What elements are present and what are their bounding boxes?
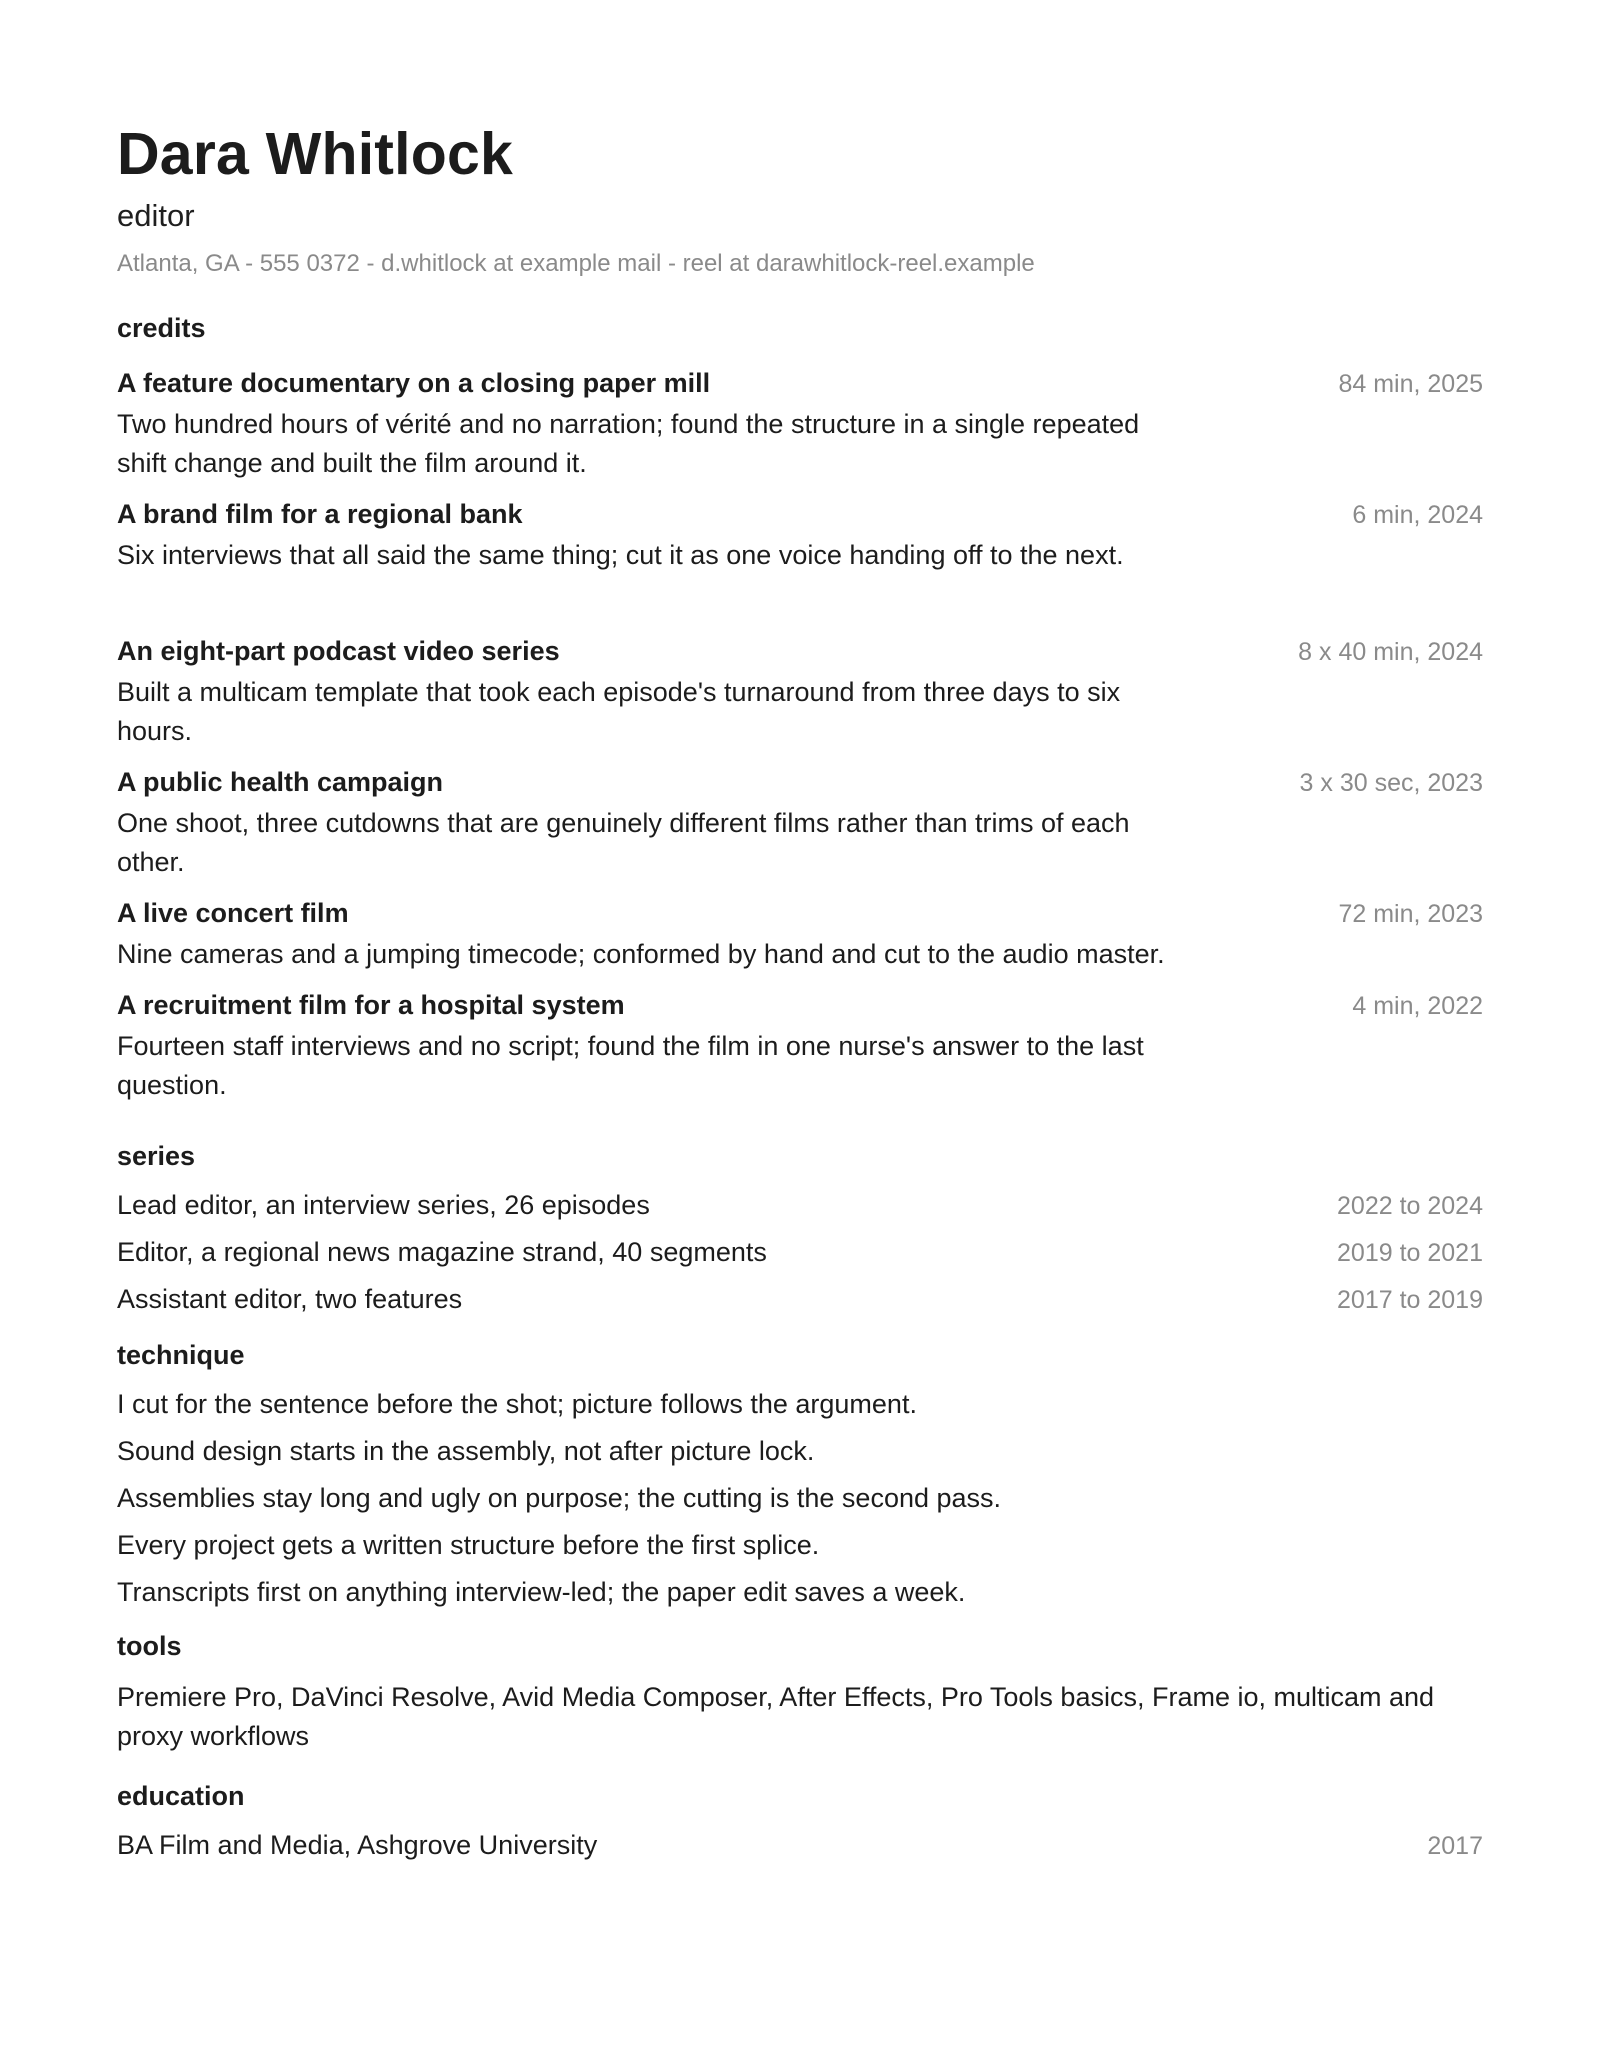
section-heading-series: series <box>117 1141 196 1171</box>
credit-item <box>117 986 1483 1105</box>
credit-title: A recruitment film for a hospital system <box>117 990 625 1020</box>
credit-item <box>117 894 1483 974</box>
section-heading-tools: tools <box>117 1631 182 1661</box>
credit-title: A feature documentary on a closing paper mill <box>117 368 711 398</box>
credit-description: One shoot, three cutdowns that are genuinely different films rather than trims of each other. <box>117 808 1130 877</box>
contact-line: Atlanta, GA - 555 0372 - d.whitlock at example mail - reel at darawhitlock-reel.example <box>117 250 1035 277</box>
credit-item <box>117 364 1483 483</box>
series-role: Lead editor, an interview series, 26 episodes <box>117 1190 650 1220</box>
technique-item: Sound design starts in the assembly, not after picture lock. <box>117 1436 815 1466</box>
credit-title: A public health campaign <box>117 767 444 797</box>
resume-page <box>117 118 1483 1869</box>
series-role: Assistant editor, two features <box>117 1284 463 1314</box>
credit-meta: 4 min, 2022 <box>1352 992 1483 1020</box>
person-name: Dara Whitlock <box>117 121 514 187</box>
education-degree: BA Film and Media, Ashgrove University <box>117 1830 598 1860</box>
credit-meta: 8 x 40 min, 2024 <box>1298 638 1483 666</box>
technique-list <box>117 1381 1483 1616</box>
series-item <box>117 1276 1483 1323</box>
credits-list <box>117 364 1483 1105</box>
technique-item: Assemblies stay long and ugly on purpose; the cutting is the second pass. <box>117 1483 1002 1513</box>
section-heading-education: education <box>117 1781 245 1811</box>
series-item <box>117 1229 1483 1276</box>
series-years: 2017 to 2019 <box>1337 1286 1483 1314</box>
credit-title: A live concert film <box>117 898 349 928</box>
education-item <box>117 1822 1483 1869</box>
credit-meta: 3 x 30 sec, 2023 <box>1299 769 1483 797</box>
person-role: editor <box>117 198 195 233</box>
series-years: 2019 to 2021 <box>1337 1239 1483 1267</box>
credit-item <box>117 632 1483 751</box>
section-heading-credits: credits <box>117 313 206 343</box>
education-year: 2017 <box>1427 1832 1483 1860</box>
technique-item: I cut for the sentence before the shot; picture follows the argument. <box>117 1389 917 1419</box>
series-list <box>117 1182 1483 1323</box>
credit-description: Fourteen staff interviews and no script; found the film in one nurse's answer to the last question. <box>117 1031 1144 1100</box>
credit-title: A brand film for a regional bank <box>117 499 523 529</box>
credit-description: Built a multicam template that took each episode's turnaround from three days to six hours. <box>117 677 1121 746</box>
credit-meta: 6 min, 2024 <box>1352 501 1483 529</box>
credit-description: Nine cameras and a jumping timecode; conformed by hand and cut to the audio master. <box>117 939 1165 969</box>
credit-item <box>117 763 1483 882</box>
credit-meta: 72 min, 2023 <box>1338 900 1483 928</box>
credit-title: An eight-part podcast video series <box>117 636 560 666</box>
credit-description: Two hundred hours of vérité and no narration; found the structure in a single repeated shift change and built the film around it. <box>117 409 1140 478</box>
credit-item <box>117 495 1483 575</box>
resume-header <box>117 118 1483 280</box>
series-item <box>117 1182 1483 1229</box>
series-role: Editor, a regional news magazine strand, 40 segments <box>117 1237 767 1267</box>
series-years: 2022 to 2024 <box>1337 1192 1483 1220</box>
credit-description: Six interviews that all said the same thing; cut it as one voice handing off to the next. <box>117 540 1124 570</box>
education-list <box>117 1822 1483 1869</box>
technique-item: Every project gets a written structure before the first splice. <box>117 1530 820 1560</box>
tools-list: Premiere Pro, DaVinci Resolve, Avid Media Composer, After Effects, Pro Tools basics, Frame io, multicam and proxy workflows <box>117 1682 1435 1751</box>
section-heading-technique: technique <box>117 1340 245 1370</box>
technique-item: Transcripts first on anything interview-led; the paper edit saves a week. <box>117 1577 966 1607</box>
credit-meta: 84 min, 2025 <box>1338 370 1483 398</box>
